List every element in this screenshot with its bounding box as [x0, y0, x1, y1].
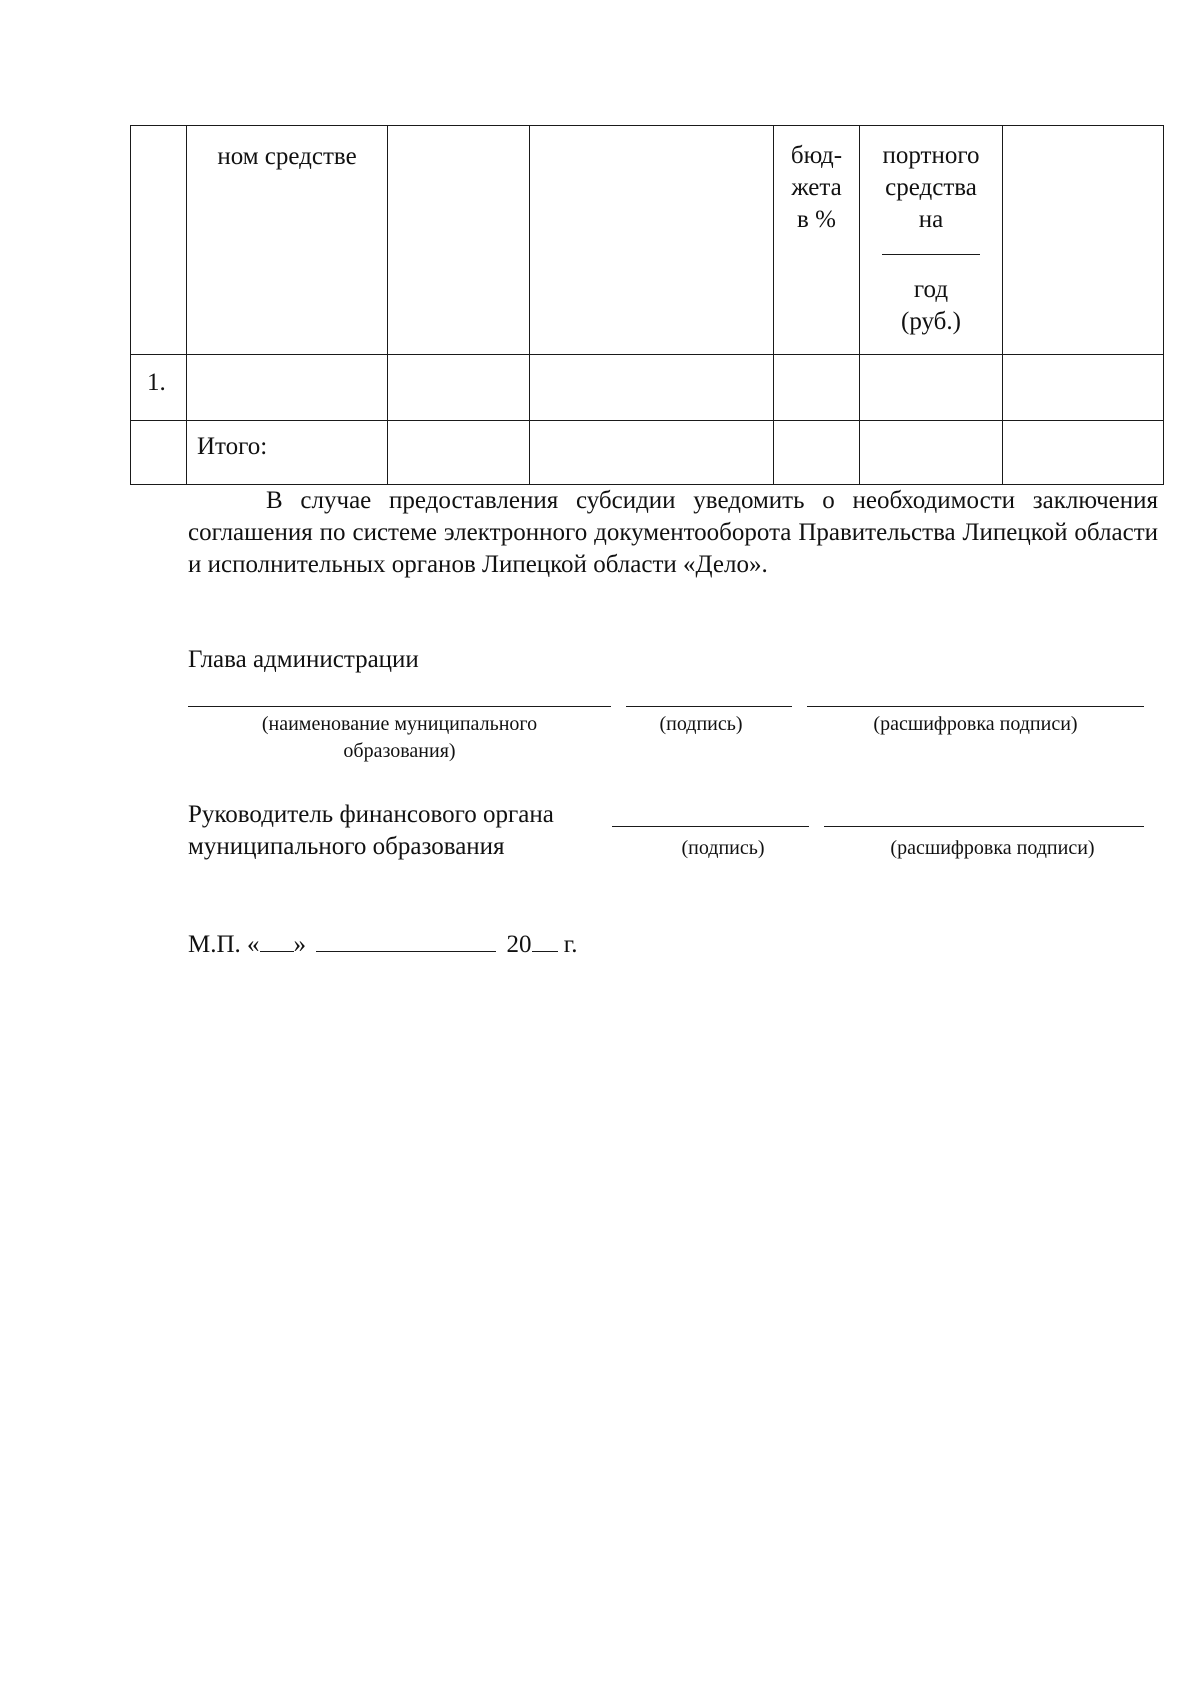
day-blank: [260, 929, 294, 952]
finance-caption-decoding: (расшифровка подписи): [890, 837, 1095, 859]
head-of-admin-label: Глава администрации: [188, 646, 419, 673]
table-cell: [388, 421, 530, 485]
table-cell: [1003, 421, 1164, 485]
table-header-cell: [860, 126, 1003, 355]
table-cell: [774, 421, 860, 485]
header-col5-line: портного: [882, 142, 980, 169]
table-header-row: [131, 126, 1164, 355]
finance-decoding-line: [824, 826, 1144, 827]
finance-signature-line: [612, 826, 809, 827]
table-cell: [187, 355, 388, 421]
municipality-name-line: [188, 706, 611, 707]
header-col5-line: средства: [885, 174, 977, 201]
finance-head-label: [188, 799, 554, 863]
table-header-cell: [187, 126, 388, 355]
year-blank: [532, 929, 558, 952]
year-prefix: 20: [506, 931, 532, 958]
header-col1-text: ном средстве: [217, 143, 357, 170]
table-cell: [131, 126, 187, 355]
stamp-date-line: [188, 929, 577, 961]
table-header-cell: [774, 126, 860, 355]
table-cell: [774, 355, 860, 421]
header-col4-line: жета: [791, 174, 842, 201]
caption-decoding: (расшифровка подписи): [873, 713, 1078, 735]
finance-head-label-line: Руководитель финансового органа: [188, 801, 554, 828]
month-blank: [316, 929, 496, 952]
table-cell: [530, 126, 774, 355]
row-number-cell: [131, 355, 187, 421]
signature-line: [626, 706, 792, 707]
notice-paragraph: В случае предоставления субсидии уведомить о необходимости заключения соглашения по системе электронного документооборота Правительства Липецкой области и исполнительных органов Липецкой области «Дело».: [188, 487, 1158, 578]
finance-head-label-line: муниципального образования: [188, 833, 505, 860]
header-col5-line: на: [918, 206, 944, 233]
caption-line: (наименование муниципального: [261, 713, 538, 735]
total-label: Итого:: [197, 433, 268, 460]
table-row: [131, 355, 1164, 421]
table-cell: [530, 421, 774, 485]
caption-municipality-name: [188, 711, 611, 765]
budget-table: [130, 125, 1164, 485]
table-row: [131, 421, 1164, 485]
header-col5-line: (руб.): [901, 308, 961, 335]
table-cell: [1003, 126, 1164, 355]
table-cell: [860, 421, 1003, 485]
row-number: 1.: [147, 369, 166, 396]
table-cell: [860, 355, 1003, 421]
stamp-close-quote: »: [293, 931, 307, 958]
header-col5-line: год: [913, 276, 949, 303]
table-cell: [388, 126, 530, 355]
header-col4-line: в %: [797, 206, 836, 233]
year-suffix: г.: [563, 931, 578, 958]
stamp-mp-text: М.П. «: [188, 931, 260, 958]
table-cell: [131, 421, 187, 485]
table-cell: [530, 355, 774, 421]
finance-caption-signature: (подпись): [681, 837, 765, 859]
table-cell: [1003, 355, 1164, 421]
caption-line: образования): [343, 740, 456, 762]
year-blank-line: [882, 238, 980, 255]
caption-signature: (подпись): [659, 713, 743, 735]
header-col4-line: бюд-: [790, 142, 843, 169]
decoding-line: [807, 706, 1144, 707]
total-label-cell: [187, 421, 388, 485]
table-cell: [388, 355, 530, 421]
